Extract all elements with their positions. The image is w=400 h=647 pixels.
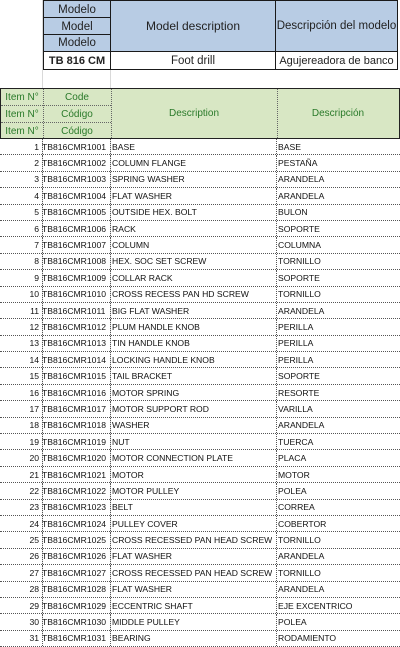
item-description: BASE (112, 141, 135, 152)
item-descripcion: SOPORTE (278, 371, 320, 382)
item-code: TB816CMR1014 (42, 354, 107, 365)
item-number: 29 (29, 600, 39, 611)
table-row (0, 352, 400, 368)
table-row (0, 418, 400, 434)
item-code: TB816CMR1022 (42, 485, 107, 496)
item-descripcion: ARANDELA (278, 420, 325, 431)
table-row (0, 270, 400, 286)
header-item-no: Item N° (5, 109, 39, 120)
item-code: TB816CMR1019 (42, 436, 107, 447)
item-code: TB816CMR1027 (42, 567, 107, 578)
item-code: TB816CMR1030 (42, 617, 107, 628)
item-descripcion: TORNILLO (278, 567, 321, 578)
item-number: 21 (29, 469, 39, 480)
item-code: TB816CMR1004 (42, 190, 107, 201)
item-description: MOTOR (112, 469, 144, 480)
model-code: TB 816 CM (43, 51, 111, 70)
item-code: TB816CMR1008 (42, 256, 107, 267)
item-description: CROSS RECESSED PAN HEAD SCREW (112, 567, 272, 578)
header-code: Código (61, 126, 93, 137)
table-row (0, 631, 400, 647)
item-descripcion: COBERTOR (278, 518, 327, 529)
item-description: MOTOR PULLEY (112, 485, 180, 496)
table-row (0, 614, 400, 630)
item-code: TB816CMR1013 (42, 338, 107, 349)
item-description: BIG FLAT WASHER (112, 305, 190, 316)
model-label-1: Modelo (43, 0, 111, 18)
item-descripcion: PERILLA (278, 354, 314, 365)
table-row (0, 188, 400, 204)
item-number: 19 (29, 436, 39, 447)
item-description: ECCENTRIC SHAFT (112, 600, 193, 611)
item-code: TB816CMR1016 (42, 387, 107, 398)
model-description-header-es: Descripción del modelo (275, 0, 398, 52)
item-description: OUTSIDE HEX. BOLT (112, 207, 197, 218)
item-number: 2 (34, 158, 39, 169)
table-row (0, 237, 400, 253)
item-descripcion: PESTAÑA (278, 158, 318, 169)
table-row (0, 287, 400, 303)
item-description: TAIL BRACKET (112, 371, 173, 382)
item-code: TB816CMR1012 (42, 321, 107, 332)
item-description: MOTOR SPRING (112, 387, 180, 398)
item-description: BELT (112, 502, 133, 513)
table-row (0, 450, 400, 466)
item-descripcion: VARILLA (278, 403, 313, 414)
item-number: 16 (29, 387, 39, 398)
table-row (0, 368, 400, 384)
table-row (0, 483, 400, 499)
item-code: TB816CMR1028 (42, 584, 107, 595)
table-row (0, 516, 400, 532)
item-description: MOTOR SUPPORT ROD (112, 403, 209, 414)
item-descripcion: TORNILLO (278, 289, 321, 300)
table-row (0, 155, 400, 171)
item-description: FLAT WASHER (112, 584, 173, 595)
table-row (0, 303, 400, 319)
item-description: COLLAR RACK (112, 272, 173, 283)
item-description: SPRING WASHER (112, 174, 185, 185)
item-descripcion: ARANDELA (278, 174, 325, 185)
item-code: TB816CMR1024 (42, 518, 107, 529)
item-descripcion: EJE EXCENTRICO (278, 600, 353, 611)
table-row (0, 139, 400, 155)
item-descripcion: POLEA (278, 617, 307, 628)
item-number: 28 (29, 584, 39, 595)
model-header-block (43, 0, 398, 70)
item-description: FLAT WASHER (112, 551, 173, 562)
item-description: COLUMN (112, 240, 150, 251)
item-number: 11 (30, 305, 39, 316)
table-body (0, 139, 400, 647)
item-code: TB816CMR1029 (42, 600, 107, 611)
item-descripcion: ARANDELA (278, 584, 325, 595)
item-number: 22 (29, 485, 39, 496)
item-description: WASHER (112, 420, 150, 431)
table-row (0, 385, 400, 401)
item-code: TB816CMR1005 (42, 207, 107, 218)
table-header (0, 88, 400, 139)
item-number: 8 (34, 256, 39, 267)
item-code: TB816CMR1001 (42, 141, 107, 152)
table-row (0, 319, 400, 335)
item-descripcion: BULON (278, 207, 308, 218)
model-description-es: Agujereadora de banco (275, 51, 398, 70)
header-code: Code (65, 92, 89, 103)
model-label-3: Modelo (43, 34, 111, 52)
item-number: 13 (29, 338, 39, 349)
item-number: 6 (34, 223, 39, 234)
item-description: CROSS RECESS PAN HD SCREW (112, 289, 249, 300)
item-descripcion: TORNILLO (278, 535, 321, 546)
item-description: TIN HANDLE KNOB (112, 338, 190, 349)
item-number: 5 (34, 207, 39, 218)
item-number: 25 (29, 535, 39, 546)
item-code: TB816CMR1009 (42, 272, 107, 283)
item-descripcion: RESORTE (278, 387, 320, 398)
table-row (0, 205, 400, 221)
item-descripcion: PERILLA (278, 321, 314, 332)
item-description: MIDDLE PULLEY (112, 617, 180, 628)
item-number: 15 (29, 371, 39, 382)
header-item-no: Item N° (5, 126, 39, 137)
table-row (0, 221, 400, 237)
table-row (0, 565, 400, 581)
item-code: TB816CMR1007 (42, 240, 107, 251)
table-row (0, 582, 400, 598)
item-code: TB816CMR1020 (42, 453, 107, 464)
header-description: Description (168, 108, 220, 119)
item-number: 18 (29, 420, 39, 431)
item-description: RACK (112, 223, 136, 234)
table-row (0, 549, 400, 565)
item-descripcion: PERILLA (278, 338, 314, 349)
table-row (0, 434, 400, 450)
item-descripcion: ARANDELA (278, 305, 325, 316)
model-description-header: Model description (110, 0, 276, 52)
item-description: FLAT WASHER (112, 190, 173, 201)
item-code: TB816CMR1015 (42, 371, 107, 382)
item-descripcion: CORREA (278, 502, 315, 513)
item-code: TB816CMR1018 (42, 420, 107, 431)
item-descripcion: COLUMNA (278, 240, 321, 251)
item-description: PLUM HANDLE KNOB (112, 321, 200, 332)
items-table (0, 88, 400, 647)
item-number: 30 (29, 617, 39, 628)
item-descripcion: ARANDELA (278, 551, 325, 562)
table-row (0, 532, 400, 548)
item-descripcion: MOTOR (278, 469, 310, 480)
item-descripcion: TUERCA (278, 436, 314, 447)
item-code: TB816CMR1021 (42, 469, 107, 480)
item-descripcion: SOPORTE (278, 272, 320, 283)
item-number: 12 (29, 321, 39, 332)
item-number: 20 (29, 453, 39, 464)
item-number: 27 (29, 567, 39, 578)
header-item-no: Item N° (5, 92, 39, 103)
item-number: 10 (29, 289, 39, 300)
item-number: 31 (29, 633, 39, 644)
model-label-2: Model (43, 17, 111, 35)
item-descripcion: SOPORTE (278, 223, 320, 234)
item-code: TB816CMR1025 (42, 535, 107, 546)
table-row (0, 598, 400, 614)
item-descripcion: PLACA (278, 453, 307, 464)
item-code: TB816CMR1006 (42, 223, 107, 234)
item-code: TB816CMR1003 (42, 174, 107, 185)
table-row (0, 172, 400, 188)
item-description: LOCKING HANDLE KNOB (112, 354, 215, 365)
item-description: CROSS RECESSED PAN HEAD SCREW (112, 535, 272, 546)
item-code: TB816CMR1023 (42, 502, 107, 513)
item-number: 4 (34, 190, 39, 201)
item-description: PULLEY COVER (112, 518, 178, 529)
item-description: MOTOR CONNECTION PLATE (112, 453, 233, 464)
item-number: 9 (34, 272, 39, 283)
item-code: TB816CMR1010 (42, 289, 107, 300)
header-descripcion: Descripción (311, 108, 365, 119)
item-number: 17 (29, 403, 39, 414)
item-number: 7 (34, 240, 39, 251)
item-descripcion: ARANDELA (278, 190, 325, 201)
item-code: TB816CMR1026 (42, 551, 107, 562)
item-number: 1 (34, 141, 39, 152)
table-row (0, 336, 400, 352)
item-number: 24 (29, 518, 39, 529)
item-number: 14 (29, 354, 39, 365)
table-row (0, 401, 400, 417)
item-code: TB816CMR1002 (42, 158, 107, 169)
item-code: TB816CMR1031 (42, 633, 107, 644)
item-number: 26 (29, 551, 39, 562)
item-description: BEARING (112, 633, 151, 644)
item-code: TB816CMR1011 (42, 305, 106, 316)
item-description: COLUMN FLANGE (112, 158, 187, 169)
item-number: 23 (29, 502, 39, 513)
item-descripcion: BASE (278, 141, 301, 152)
item-description: HEX. SOC SET SCREW (112, 256, 207, 267)
item-number: 3 (34, 174, 39, 185)
item-descripcion: POLEA (278, 485, 307, 496)
model-description: Foot drill (110, 51, 276, 70)
table-row (0, 254, 400, 270)
item-descripcion: TORNILLO (278, 256, 321, 267)
header-code: Código (61, 109, 93, 120)
item-code: TB816CMR1017 (42, 403, 107, 414)
item-description: NUT (112, 436, 130, 447)
item-descripcion: RODAMIENTO (278, 633, 337, 644)
table-row (0, 467, 400, 483)
table-row (0, 500, 400, 516)
